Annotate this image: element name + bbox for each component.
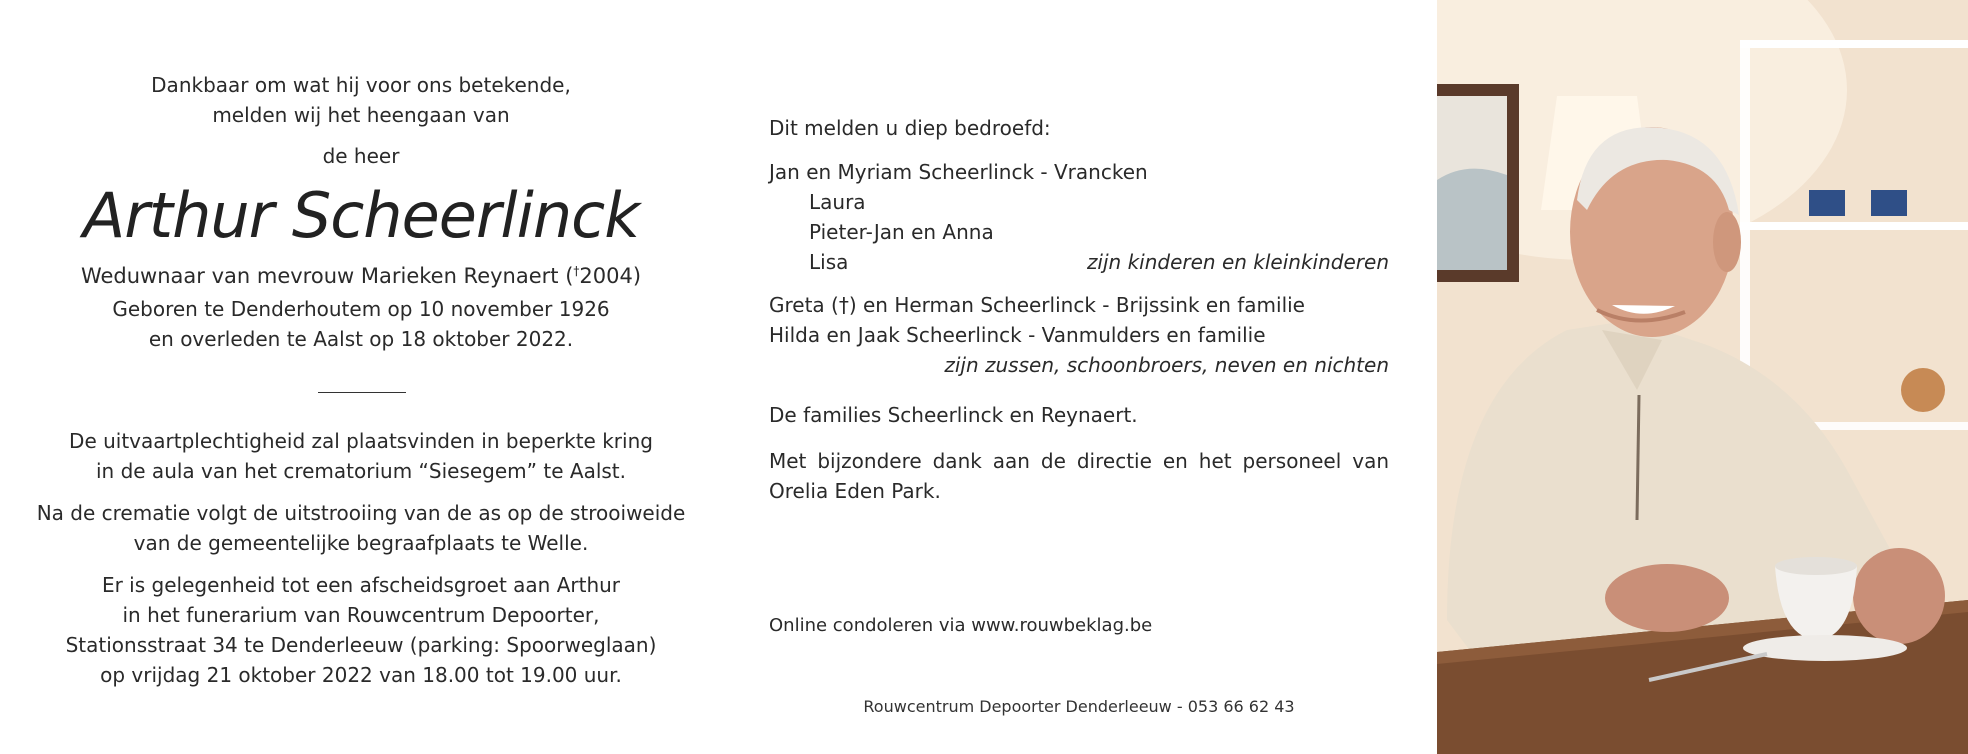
ceremony-info — [0, 426, 722, 486]
cross-symbol: † — [573, 264, 580, 278]
sibling-2: Hilda en Jaak Scheerlinck - Vanmulders en familie — [769, 323, 1266, 347]
announcement-left-column — [0, 0, 722, 754]
visit-line-4: op vrijdag 21 oktober 2022 van 18.00 tot 19.00 uur. — [100, 663, 622, 687]
grandchild-1: Laura — [809, 190, 866, 214]
saucer — [1743, 635, 1907, 661]
scatter-line-1: Na de crematie volgt de uitstrooiing van de as op de strooiweide — [36, 501, 686, 525]
grandchild-2: Pieter-Jan en Anna — [809, 220, 994, 244]
scatter-line-2: van de gemeentelijke begraafplaats te Welle. — [133, 531, 589, 555]
visitation-info — [0, 570, 722, 690]
online-condolences: Online condoleren via www.rouwbeklag.be — [769, 615, 1153, 636]
funeral-home-footer: Rouwcentrum Depoorter Denderleeuw - 053 66 62 43 — [863, 697, 1295, 716]
ceremony-line-1: De uitvaartplechtigheid zal plaatsvinden in beperkte kring — [69, 429, 653, 453]
grandchild-3: Lisa — [809, 250, 849, 274]
children-block — [769, 157, 1389, 277]
shelf-unit — [1740, 40, 1750, 370]
divider-line — [318, 392, 406, 393]
ceremony-line-2: in de aula van het crematorium “Siesegem” te Aalst. — [95, 459, 626, 483]
funeral-details — [0, 426, 722, 702]
widow-year: 2004) — [579, 264, 642, 288]
grandchild-row-last — [769, 247, 1389, 277]
thanks-text: Met bijzondere dank aan de directie en het personeel van Orelia Eden Park. — [769, 449, 1389, 503]
intro-text — [0, 70, 722, 130]
children-caption: zijn kinderen en kleinkinderen — [1086, 250, 1389, 274]
announcement-middle-column — [769, 0, 1389, 754]
scattering-info — [0, 498, 722, 558]
born-line: Geboren te Denderhoutem op 10 november 1926 — [112, 297, 610, 321]
family-head: Jan en Myriam Scheerlinck - Vrancken — [769, 160, 1148, 184]
widow-text: Weduwnaar van mevrouw Marieken Reynaert ( — [80, 264, 574, 288]
birth-death-info — [0, 294, 722, 354]
honorific: de heer — [322, 144, 400, 168]
deceased-name: Arthur Scheerlinck — [82, 179, 640, 252]
visit-line-1: Er is gelegenheid tot een afscheidsgroet aan Arthur — [101, 573, 621, 597]
intro-line-1: Dankbaar om wat hij voor ons betekende, — [151, 73, 571, 97]
visit-line-2: in het funerarium van Rouwcentrum Depoorter, — [122, 603, 600, 627]
visit-line-3: Stationsstraat 34 te Denderleeuw (parking: Spoorweglaan) — [65, 633, 657, 657]
widower-line — [0, 256, 722, 291]
siblings-caption: zijn zussen, schoonbroers, neven en nichten — [944, 353, 1389, 377]
intro-line-2: melden wij het heengaan van — [212, 103, 510, 127]
left-hand — [1605, 564, 1729, 632]
right-hand — [1853, 548, 1945, 644]
sibling-1: Greta (†) en Herman Scheerlinck - Brijssink en familie — [769, 293, 1305, 317]
portrait-photo — [1437, 0, 1968, 754]
announce-line: Dit melden u diep bedroefd: — [769, 116, 1051, 140]
families-line: De families Scheerlinck en Reynaert. — [769, 403, 1138, 427]
died-line: en overleden te Aalst op 18 oktober 2022. — [148, 327, 574, 351]
siblings-block — [769, 290, 1389, 380]
